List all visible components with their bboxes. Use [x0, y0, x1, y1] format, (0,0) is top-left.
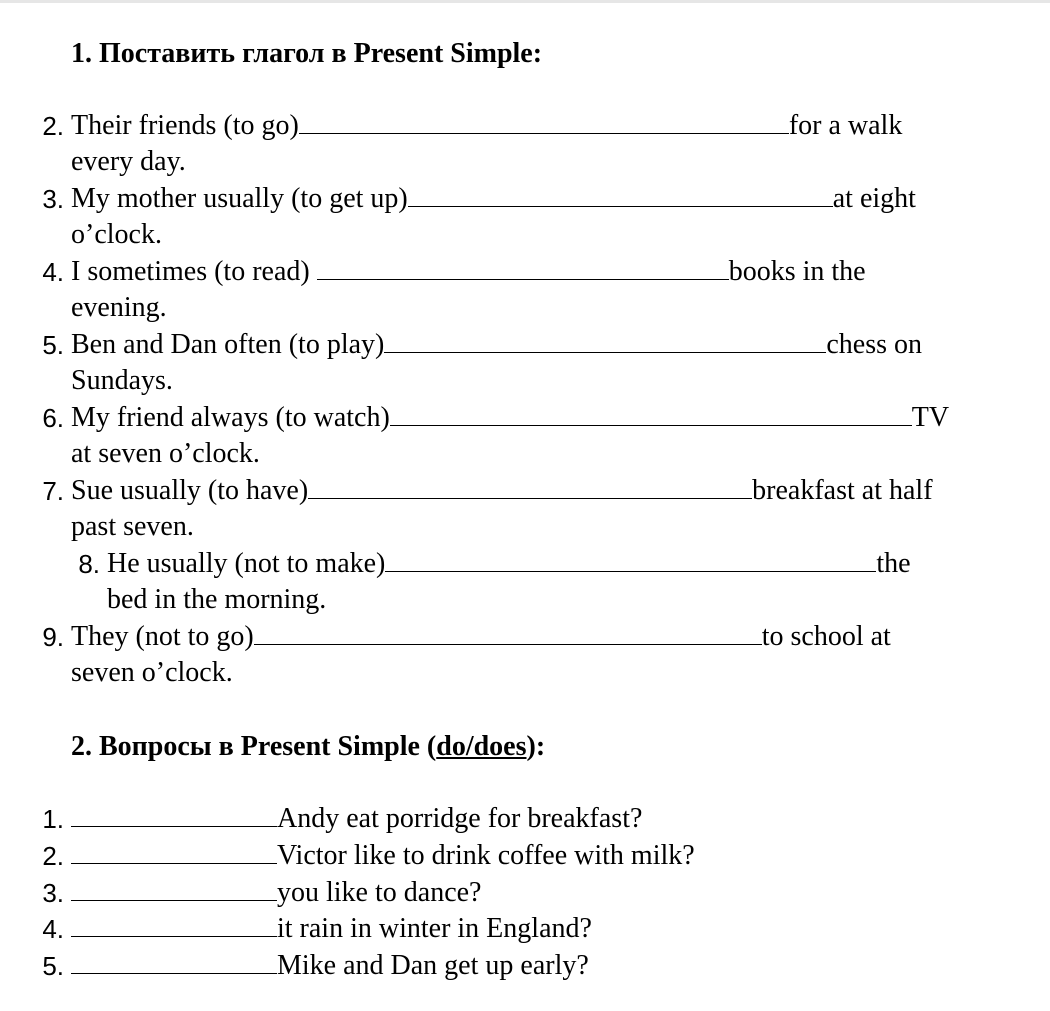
item-number: 6.: [42, 403, 64, 433]
answer-blank[interactable]: [308, 474, 752, 499]
item-number: 2.: [42, 111, 64, 141]
item-number: 2.: [42, 841, 64, 871]
item-text-after: breakfast at half: [752, 475, 933, 506]
answer-blank[interactable]: [408, 182, 833, 207]
item-text-before: He usually (not to make): [107, 548, 386, 579]
item-text-continued: evening.: [71, 292, 167, 323]
item-number: 7.: [42, 476, 64, 506]
item-number: 5.: [42, 330, 64, 360]
item-text-before: My friend always (to watch): [71, 402, 390, 433]
item-text-before: They (not to go): [71, 621, 254, 652]
item-text-after: for a walk: [788, 110, 903, 141]
item-text-continued: o’clock.: [71, 219, 162, 250]
question-text: it rain in winter in England?: [277, 913, 592, 944]
section2-title-suffix: ):: [526, 731, 546, 762]
item-text-before: Ben and Dan often (to play): [71, 329, 385, 360]
answer-blank[interactable]: [385, 547, 876, 572]
answer-blank[interactable]: [71, 949, 277, 974]
item-text-after: books in the: [728, 256, 866, 287]
question-text: Mike and Dan get up early?: [277, 950, 589, 981]
item-text-before: Their friends (to go): [71, 110, 299, 141]
item-number: 9.: [42, 622, 64, 652]
item-text-after: to school at: [761, 621, 891, 652]
section2-title-prefix: 2. Вопросы в Present Simple (: [71, 731, 437, 762]
answer-blank[interactable]: [254, 620, 762, 645]
item-text-after: TV: [911, 402, 950, 433]
question-text: you like to dance?: [277, 877, 482, 908]
item-text-continued: bed in the morning.: [107, 584, 327, 615]
answer-blank[interactable]: [71, 876, 277, 901]
item-text-after: at eight: [832, 183, 916, 214]
answer-blank[interactable]: [317, 255, 729, 280]
item-text-before: Sue usually (to have): [71, 475, 309, 506]
item-text-before: My mother usually (to get up): [71, 183, 408, 214]
item-number: 3.: [42, 878, 64, 908]
answer-blank[interactable]: [71, 912, 277, 937]
item-text-after: chess on: [826, 329, 923, 360]
item-number: 5.: [42, 951, 64, 981]
answer-blank[interactable]: [299, 109, 789, 134]
item-number: 3.: [42, 184, 64, 214]
item-text-before: I sometimes (to read): [71, 256, 317, 287]
item-text-continued: every day.: [71, 146, 186, 177]
item-text-continued: Sundays.: [71, 365, 173, 396]
question-text: Victor like to drink coffee with milk?: [277, 840, 695, 871]
section2-title-underlined: do/does: [436, 731, 527, 762]
item-number: 8.: [78, 549, 100, 579]
section2-title: [71, 729, 545, 765]
section1-title: 1. Поставить глагол в Present Simple:: [71, 38, 543, 69]
item-text-continued: at seven o’clock.: [71, 438, 260, 469]
item-text-continued: past seven.: [71, 511, 194, 542]
answer-blank[interactable]: [71, 802, 277, 827]
question-text: Andy eat porridge for breakfast?: [277, 803, 643, 834]
item-number: 1.: [42, 804, 64, 834]
item-text-continued: seven o’clock.: [71, 657, 233, 688]
answer-blank[interactable]: [71, 839, 277, 864]
answer-blank[interactable]: [390, 401, 912, 426]
item-number: 4.: [42, 257, 64, 287]
item-number: 4.: [42, 914, 64, 944]
answer-blank[interactable]: [384, 328, 826, 353]
item-text-after: the: [876, 548, 911, 579]
